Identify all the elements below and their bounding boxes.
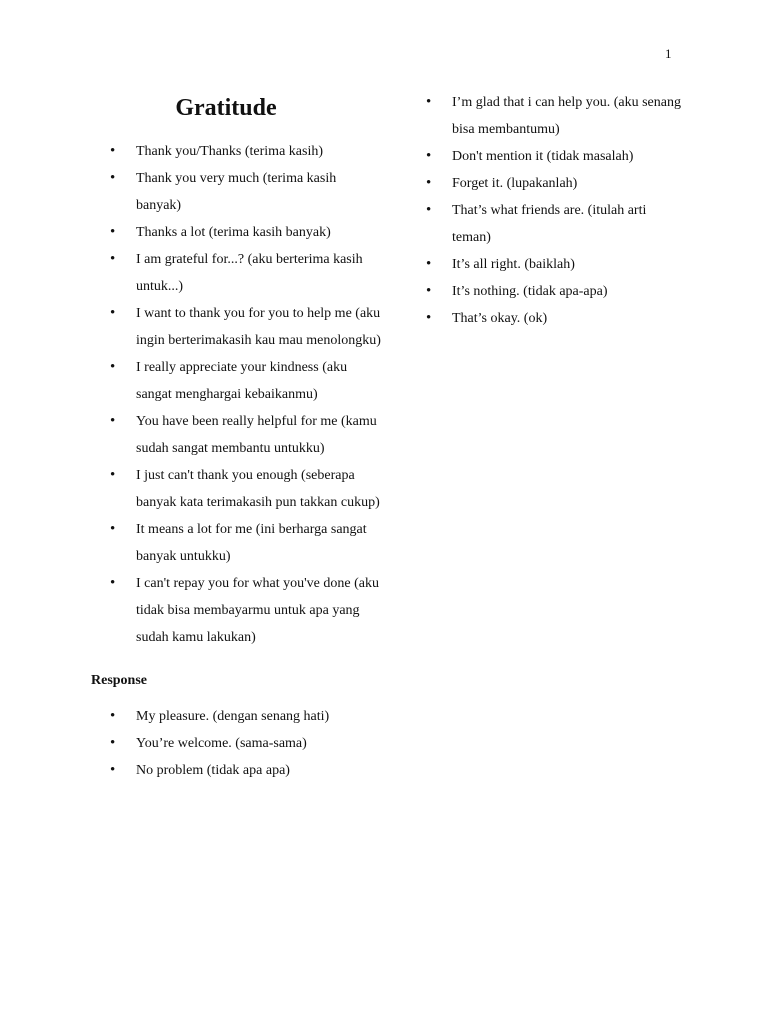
list-item: • No problem (tidak apa apa): [91, 757, 381, 784]
left-column: [91, 90, 381, 784]
list-item: • I’m glad that i can help you. (aku senang bisa membantumu): [407, 89, 687, 143]
list-item: • It’s all right. (baiklah): [407, 251, 687, 278]
response-list: [91, 703, 381, 784]
list-item: • That’s what friends are. (itulah arti teman): [407, 197, 687, 251]
list-item: • You’re welcome. (sama-sama): [91, 730, 381, 757]
page-title: Gratitude: [175, 95, 277, 121]
gratitude-list: [91, 138, 381, 651]
list-item: • Thank you/Thanks (terima kasih): [91, 138, 381, 165]
list-item: • It means a lot for me (ini berharga sangat banyak untukku): [91, 516, 381, 570]
response-list-continued: [407, 89, 687, 332]
list-item: • My pleasure. (dengan senang hati): [91, 703, 381, 730]
response-heading: Response: [91, 673, 148, 688]
list-item: • I am grateful for...? (aku berterima kasih untuk...): [91, 246, 381, 300]
list-item: • You have been really helpful for me (kamu sudah sangat membantu untukku): [91, 408, 381, 462]
list-item: • I just can't thank you enough (seberapa banyak kata terimakasih pun takkan cukup): [91, 462, 381, 516]
list-item: • I can't repay you for what you've done (aku tidak bisa membayarmu untuk apa yang sudah kamu lakukan): [91, 570, 381, 651]
right-column: [407, 89, 687, 332]
list-item: • That’s okay. (ok): [407, 305, 687, 332]
list-item: • It’s nothing. (tidak apa-apa): [407, 278, 687, 305]
list-item: • Don't mention it (tidak masalah): [407, 143, 687, 170]
list-item: • Thank you very much (terima kasih banyak): [91, 165, 381, 219]
page-number: 1: [665, 46, 672, 61]
list-item: • I really appreciate your kindness (aku sangat menghargai kebaikanmu): [91, 354, 381, 408]
list-item: • Thanks a lot (terima kasih banyak): [91, 219, 381, 246]
list-item: • Forget it. (lupakanlah): [407, 170, 687, 197]
list-item: • I want to thank you for you to help me (aku ingin berterimakasih kau mau menolongku): [91, 300, 381, 354]
